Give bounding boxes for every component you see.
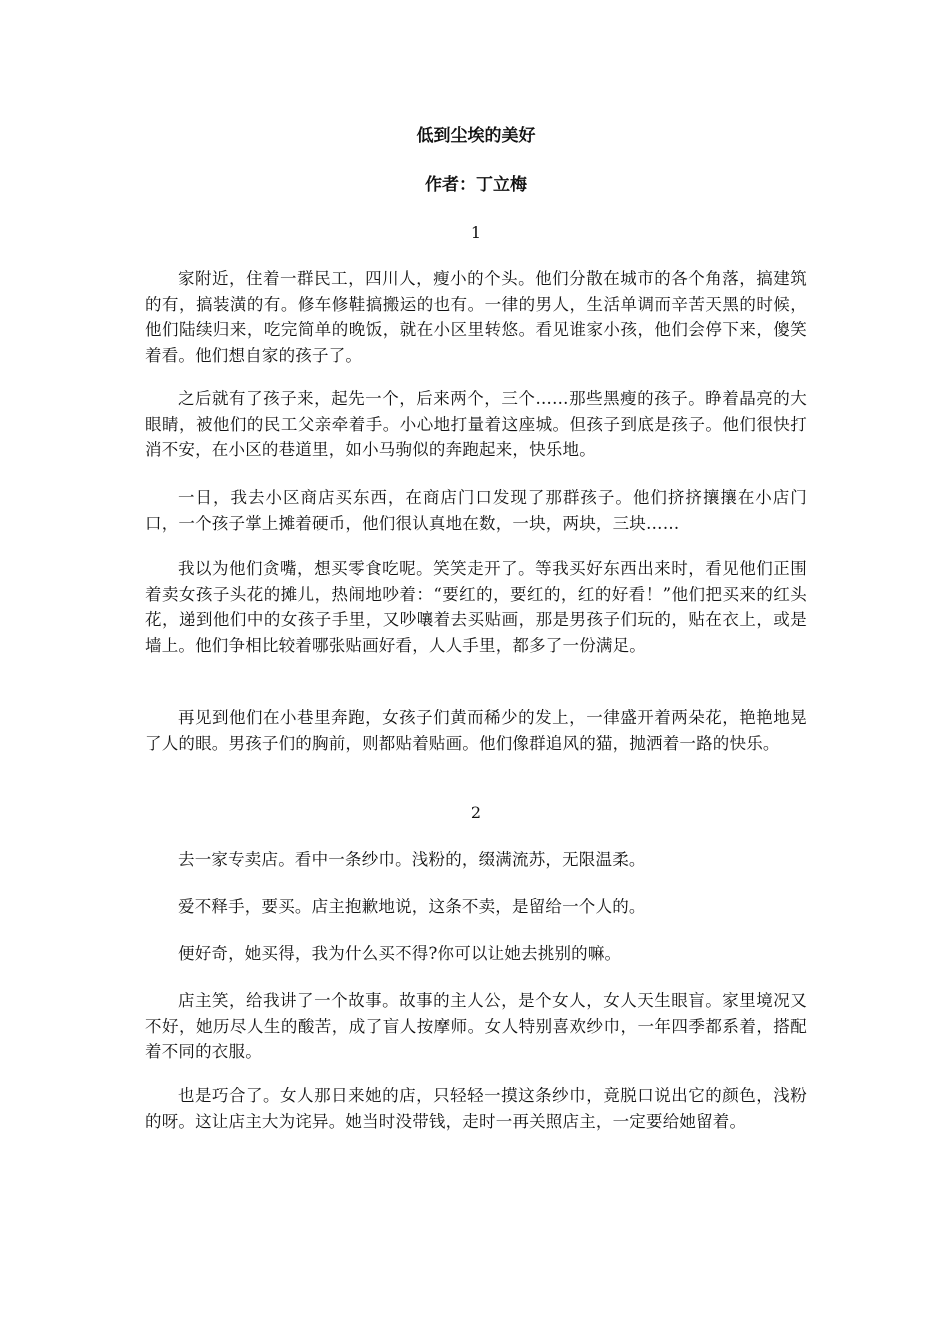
paragraph: 爱不释手，要买。店主抱歉地说，这条不卖，是留给一个人的。 bbox=[178, 897, 646, 916]
section-number-1: 1 bbox=[470, 223, 482, 242]
paragraph: 一日，我去小区商店买东西，在商店门口发现了那群孩子。他们挤挤攘攘在小店门口，一个孩子掌上摊着硬币，他们很认真地在数，一块，两块，三块…… bbox=[145, 488, 807, 533]
section-number-2: 2 bbox=[470, 803, 482, 822]
paragraph: 再见到他们在小巷里奔跑，女孩子们黄而稀少的发上，一律盛开着两朵花，艳艳地晃了人的眼。男孩子们的胸前，则都贴着贴画。他们像群追风的猫，抛洒着一路的快乐。 bbox=[145, 708, 807, 753]
paragraph: 店主笑，给我讲了一个故事。故事的主人公，是个女人，女人天生眼盲。家里境况又不好，她历尽人生的酸苦，成了盲人按摩师。女人特别喜欢纱巾，一年四季都系着，搭配着不同的衣服。 bbox=[145, 991, 807, 1061]
document-title: 低到尘埃的美好 bbox=[416, 126, 536, 146]
paragraph: 我以为他们贪嘴，想买零食吃呢。笑笑走开了。等我买好东西出来时，看见他们正围着卖女孩子头花的摊儿，热闹地吵着：“要红的，要红的，红的好看！”他们把买来的红头花，递到他们中的女孩子手里，又吵嚷着去买贴画，那是男孩子们玩的，贴在衣上，或是墙上。他们争相比较着哪张贴画好看，人人手里，都多了一份满足。 bbox=[145, 559, 807, 655]
paragraph: 去一家专卖店。看中一条纱巾。浅粉的，缀满流苏，无限温柔。 bbox=[178, 850, 646, 869]
document-author: 作者：丁立梅 bbox=[425, 175, 527, 195]
paragraph: 也是巧合了。女人那日来她的店，只轻轻一摸这条纱巾，竟脱口说出它的颜色，浅粉的呀。这让店主大为诧异。她当时没带钱，走时一再关照店主，一定要给她留着。 bbox=[145, 1086, 807, 1131]
paragraph: 家附近，住着一群民工，四川人，瘦小的个头。他们分散在城市的各个角落，搞建筑的有，搞装潢的有。修车修鞋搞搬运的也有。一律的男人，生活单调而辛苦天黑的时候，他们陆续归来，吃完简单的晚饭，就在小区里转悠。看见谁家小孩，他们会停下来，傻笑着看。他们想自家的孩子了。 bbox=[145, 269, 807, 365]
paragraph: 便好奇，她买得，我为什么买不得?你可以让她去挑别的嘛。 bbox=[178, 944, 622, 963]
paragraph: 之后就有了孩子来，起先一个，后来两个，三个……那些黑瘦的孩子。睁着晶亮的大眼睛，被他们的民工父亲牵着手。小心地打量着这座城。但孩子到底是孩子。他们很快打消不安，在小区的巷道里，如小马驹似的奔跑起来，快乐地。 bbox=[145, 389, 807, 459]
